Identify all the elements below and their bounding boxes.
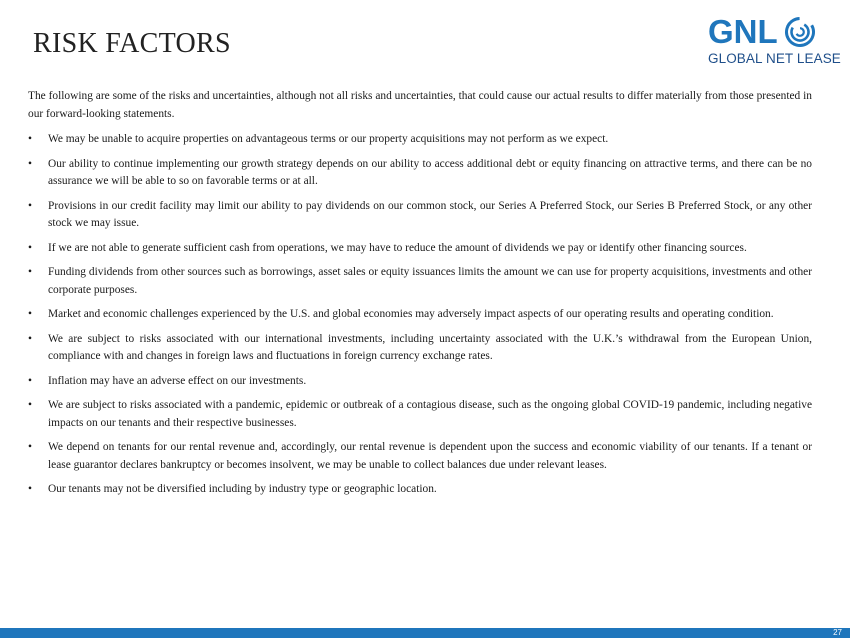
risk-item: [28, 373, 812, 391]
bullet-icon: •: [28, 399, 32, 411]
risk-item: [28, 198, 812, 233]
footer-bar: [0, 628, 850, 638]
risk-item-text: Provisions in our credit facility may limit our ability to pay dividends on our common stock, our Series A Preferred Stock, our Series B Preferred Stock, or any other stock we may issue.: [48, 199, 812, 229]
bullet-icon: •: [28, 441, 32, 453]
logo-subtitle: GLOBAL NET LEASE: [708, 51, 841, 66]
risk-factors-content: [28, 88, 812, 506]
risk-item: [28, 264, 812, 299]
risk-item-text: Our ability to continue implementing our growth strategy depends on our ability to access additional debt or equity financing on attractive terms, and there can be no assurance we will be able to so on favorable terms or at all.: [48, 157, 812, 187]
risk-item-text: We depend on tenants for our rental revenue and, accordingly, our rental revenue is dependent upon the success and economic viability of our tenants. If a tenant or lease guarantor declares bankruptcy or becomes insolvent, we may be unable to collect balances due under relevant leases.: [48, 441, 812, 471]
page-number: 27: [833, 628, 842, 637]
page-title: RISK FACTORS: [33, 28, 231, 59]
logo-mark: [708, 14, 833, 50]
bullet-icon: •: [28, 157, 32, 170]
risk-item-text: We may be unable to acquire properties on advantageous terms or our property acquisitions may not perform as we expect.: [48, 133, 609, 145]
risk-item-text: We are subject to risks associated with a pandemic, epidemic or outbreak of a contagious disease, such as the ongoing global COVID-19 pandemic, including negative impacts on our tenants and their respective businesses.: [48, 399, 812, 429]
risk-item: [28, 397, 812, 432]
bullet-icon: •: [28, 308, 32, 320]
risk-item: [28, 306, 812, 324]
bullet-icon: •: [28, 374, 32, 387]
risk-item-text: We are subject to risks associated with our international investments, including uncertainty associated with the U.K.’s withdrawal from the European Union, compliance with and changes in foreign laws and fluctuations in foreign currency exchange rates.: [48, 332, 812, 362]
risk-item: [28, 156, 812, 191]
risk-item-text: Market and economic challenges experienced by the U.S. and global economies may adversely impact aspects of our operating results and operating condition.: [48, 308, 774, 320]
risk-item-text: Inflation may have an adverse effect on our investments.: [48, 374, 307, 387]
risk-item-text: Our tenants may not be diversified including by industry type or geographic location.: [48, 483, 437, 495]
bullet-icon: •: [28, 199, 32, 212]
risk-list: [28, 131, 812, 499]
risk-item: [28, 481, 812, 499]
logo-gnl-text: GNL: [708, 13, 778, 50]
risk-item: [28, 240, 812, 258]
risk-item: [28, 331, 812, 366]
logo-swirl-icon: [784, 16, 816, 48]
risk-item-text: Funding dividends from other sources such as borrowings, asset sales or equity issuances limits the amount we can use for property acquisitions, investments and other corporate purposes.: [48, 266, 812, 296]
bullet-icon: •: [28, 241, 32, 254]
bullet-icon: •: [28, 133, 32, 145]
risk-item: [28, 131, 812, 149]
risk-item: [28, 439, 812, 474]
intro-paragraph: The following are some of the risks and uncertainties, although not all risks and uncertainties, that could cause our actual results to differ materially from those presented in our forward-looking statements.: [28, 90, 812, 120]
company-logo: [708, 13, 841, 74]
bullet-icon: •: [28, 483, 32, 495]
bullet-icon: •: [28, 266, 32, 278]
bullet-icon: •: [28, 332, 32, 345]
risk-item-text: If we are not able to generate sufficient cash from operations, we may have to reduce the amount of dividends we pay or identify other financing sources.: [48, 241, 747, 254]
